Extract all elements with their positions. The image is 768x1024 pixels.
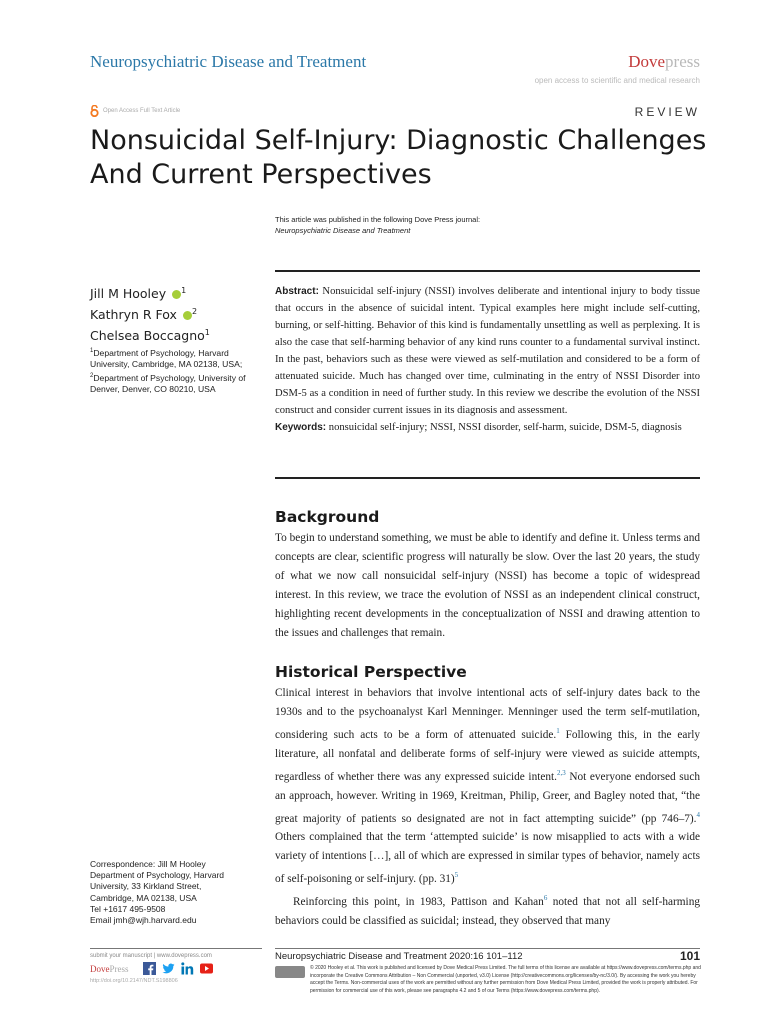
historical-paragraph-1	[275, 684, 700, 889]
affiliation-item	[90, 346, 270, 371]
affiliation-number: 2	[90, 372, 94, 379]
footer-rule-left	[90, 948, 262, 949]
correspondence-line: University, 33 Kirkland Street,	[90, 881, 202, 892]
keywords-label: Keywords:	[275, 422, 327, 433]
submit-manuscript-link[interactable]: submit your manuscript | www.dovepress.com	[90, 953, 212, 959]
publisher-tagline: open access to scientific and medical research	[534, 76, 700, 85]
paragraph-text: Not everyone endorsed such an approach, however. Writing in 1969, Kreitman, Philip, Greer, and Bagley noted that, “the great majority of patients so designated are not in fact attempting suicide” (pp 746–7).	[275, 770, 700, 825]
historical-body	[275, 684, 700, 931]
author-name[interactable]: Jill M Hooley	[90, 286, 167, 302]
open-access-lock-icon	[90, 105, 99, 117]
footer-logo-part2: Press	[109, 964, 129, 974]
twitter-icon[interactable]	[162, 962, 175, 975]
author-item	[90, 303, 210, 324]
paragraph-text: Following this, in the early literature, all nonfatal and deliberate forms of self-injury were viewed as suicide attempts, regardless of whether there was any expressed suicide intent.	[275, 728, 700, 783]
license-text: © 2020 Hooley et al. This work is published and licensed by Dove Medical Press Limited. The full terms of this license are available at https://www.dovepress.com/terms.php and incorporate the Creative Commons Attribution – Non Commercial (unported, v3.0) License (http://creativecommons.org/licenses/by-nc/3.0/). By accessing the work you hereby accept the Terms. Non-commercial uses of the work are permitted without any further permission from Dove Medical Press Limited, provided the work is properly attributed. For permission for commercial use of this work, please see paragraphs 4.2 and 5 of our Terms (https://www.dovepress.com/terms.php).	[310, 965, 701, 994]
citation-link[interactable]: 5	[454, 871, 459, 880]
publication-note-line1: This article was published in the following Dove Press journal:	[275, 215, 481, 224]
facebook-icon[interactable]	[143, 962, 156, 975]
linkedin-icon[interactable]	[181, 962, 194, 975]
publication-note-journal[interactable]: Neuropsychiatric Disease and Treatment	[275, 226, 411, 235]
abstract-top-rule	[275, 270, 700, 272]
author-affil-ref: 2	[191, 307, 198, 317]
background-paragraph	[275, 529, 700, 643]
author-affil-ref: 1	[204, 328, 210, 338]
historical-heading: Historical Perspective	[275, 663, 467, 681]
youtube-icon[interactable]	[200, 962, 213, 975]
abstract-label: Abstract:	[275, 286, 319, 297]
footer-publisher-logo[interactable]	[90, 964, 129, 974]
doi-link[interactable]: http://doi.org/10.2147/NDT.S198806	[90, 978, 178, 984]
author-list	[90, 282, 210, 345]
background-text: To begin to understand something, we must be able to identify and define it. Unless terms and concepts are clear, scientific progress will naturally be slow. Over the last 20 years, the study of what we now call nonsuicidal self-injury (NSSI) has become a topic of widespread interest. In this review, we trace the evolution of NSSI as an independent clinical construct, highlighting recent developments in the conceptualization of NSSI and drawing attention to the issues and challenges that remain.	[275, 532, 700, 639]
author-item	[90, 324, 210, 345]
citation-link[interactable]: 2,3	[556, 768, 566, 777]
correspondence-block	[90, 859, 275, 926]
affiliations	[90, 346, 270, 396]
publisher-logo-part2: press	[665, 52, 700, 71]
orcid-icon[interactable]	[172, 290, 181, 299]
citation-link[interactable]: 1	[556, 727, 560, 735]
footer-rule-right	[275, 948, 700, 949]
citation-link[interactable]: 4	[696, 810, 700, 819]
creative-commons-icon[interactable]	[275, 966, 305, 978]
citation-link[interactable]: 6	[543, 894, 548, 903]
publisher-logo-part1: Dove	[628, 52, 666, 71]
author-item	[90, 282, 210, 303]
page-number: 101	[679, 949, 700, 963]
paragraph-text: Clinical interest in behaviors that involve intentional acts of self-injury dates back to the 1930s and to the psychoanalyst Karl Menninger. Menninger used the term self-mutilation, considering such acts to be a form of attenuated suicide.	[275, 687, 700, 741]
orcid-icon[interactable]	[183, 311, 192, 320]
correspondence-line: Cambridge, MA 02138, USA	[90, 892, 197, 903]
footer-citation: Neuropsychiatric Disease and Treatment 2020:16 101–112	[275, 951, 523, 962]
publisher-logo[interactable]	[628, 52, 700, 72]
publication-note	[275, 214, 480, 236]
historical-paragraph-2	[275, 889, 700, 931]
journal-name[interactable]: Neuropsychiatric Disease and Treatment	[90, 52, 367, 71]
affiliation-text: Department of Psychology, Harvard University, Cambridge, MA 02138, USA;	[90, 347, 243, 370]
paragraph-text: Reinforcing this point, in 1983, Pattison and Kahan	[293, 895, 544, 908]
correspondence-line: Correspondence: Jill M Hooley	[90, 859, 206, 869]
footer-logo-part1: Dove	[90, 964, 110, 974]
background-heading: Background	[275, 508, 380, 526]
article-type: REVIEW	[634, 105, 700, 119]
abstract-text: Nonsuicidal self-injury (NSSI) involves deliberate and intentional injury to body tissue that occurs in the absence of suicidal intent. Typical examples here might include self-cutting, burning, or self-hitting. Behavior of this kind is fundamentally unsettling as well as perplexing. It is also the case that self-harming behavior of any kind runs counter to a fundamental survival instinct. In the past, behaviors such as these were viewed as self-mutilation and considered to be a form of attenuated suicide. Much has changed over time, culminating in the entry of NSSI Disorder into DSM-5 as a condition in need of further study. In this review we describe the evolution of the NSSI construct and consider current issues in its diagnosis and assessment.	[275, 286, 700, 416]
keywords-text: nonsuicidal self-injury; NSSI, NSSI disorder, self-harm, suicide, DSM-5, diagnosis	[328, 422, 682, 433]
correspondence-email[interactable]: Email jmh@wjh.harvard.edu	[90, 915, 197, 926]
affiliation-item	[90, 371, 270, 396]
correspondence-phone: Tel +1617 495-9508	[90, 903, 166, 914]
author-name[interactable]: Chelsea Boccagno	[90, 328, 205, 344]
open-access-label	[90, 105, 180, 117]
paragraph-text: Others complained that the term ‘attempted suicide’ is now misapplied to acts with a wide variety of intentions […], all of which are expressed in similar types of behavior, namely acts of self-poisoning or self-injury. (pp. 31)	[275, 831, 700, 886]
affiliation-number: 1	[90, 348, 94, 354]
author-affil-ref: 1	[181, 286, 187, 295]
paragraph-text: noted that not all self-harming behaviors could be classified as suicidal; instead, they observed that many	[275, 895, 700, 927]
social-links	[143, 962, 213, 975]
article-title: Nonsuicidal Self-Injury: Diagnostic Challenges And Current Perspectives	[90, 125, 707, 190]
affiliation-text: Department of Psychology, University of Denver, Denver, CO 80210, USA	[90, 372, 246, 395]
author-name[interactable]: Kathryn R Fox	[90, 307, 177, 323]
correspondence-line: Department of Psychology, Harvard	[90, 870, 225, 881]
open-access-text: Open Access Full Text Article	[103, 108, 181, 114]
abstract-block	[275, 283, 700, 436]
abstract-bottom-rule	[275, 477, 700, 479]
